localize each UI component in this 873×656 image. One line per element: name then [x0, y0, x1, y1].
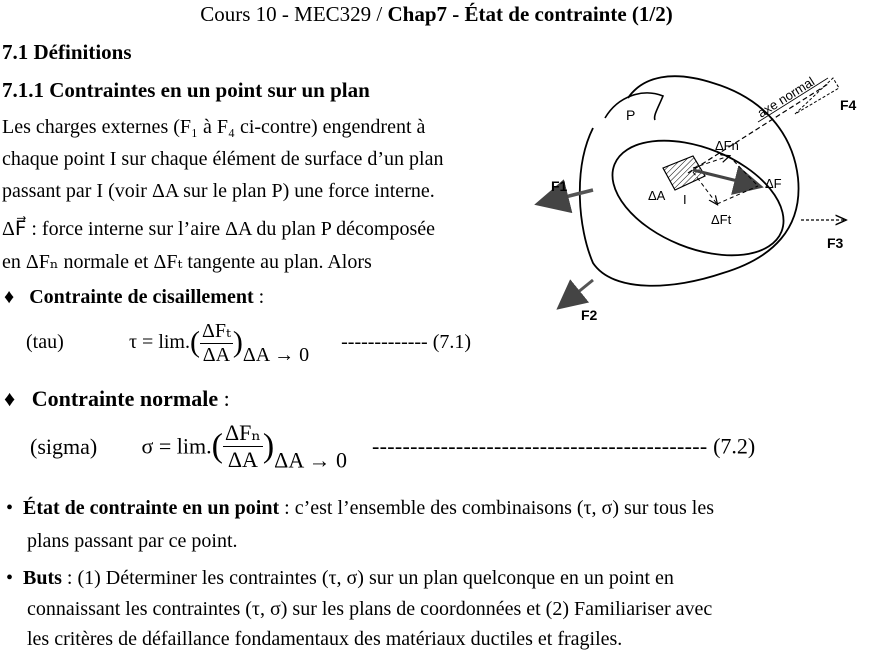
F1-label: F1: [551, 178, 568, 194]
dF-arrow: [693, 170, 758, 186]
state-label: État de contrainte en un point: [23, 497, 280, 519]
goals-label: Buts: [23, 567, 62, 589]
dFt-label: ΔFt: [711, 212, 732, 227]
shear-equation: (tau) τ = lim.( $\frac{\text{ΔFₜ}}{\Delta A}$ )ΔA → 0 ------------- (7.1): [26, 320, 472, 367]
shear-denominator: ΔA: [202, 344, 231, 366]
F3-label: F3: [827, 235, 844, 251]
shear-eq-number: (7.1): [432, 331, 472, 353]
chapter-title: Chap7 - État de contrainte (1/2): [387, 2, 673, 26]
shear-fraction: [200, 318, 233, 367]
intro-line-4: [2, 216, 435, 241]
F4-label: F4: [840, 97, 857, 113]
diamond-bullet-icon: ♦: [4, 386, 16, 411]
normal-numerator: ΔFₙ: [224, 420, 261, 445]
shear-numerator: ΔFₜ: [202, 320, 231, 342]
dFn-label: ΔFn: [715, 138, 739, 153]
normal-axis: [688, 84, 828, 173]
F2-arrow: [561, 280, 593, 306]
stress-diagram: [533, 58, 863, 320]
force-vector-symbol: ΔF⃗: [2, 218, 27, 240]
normal-label: Contrainte normale: [31, 386, 219, 411]
shear-bullet: ♦ Contrainte de cisaillement :: [4, 286, 265, 308]
normal-name: (sigma): [30, 433, 98, 459]
plane-section-ellipse: [596, 118, 800, 278]
normal-eq-number: (7.2): [713, 433, 756, 459]
dF-label: ΔF: [765, 176, 782, 191]
page-header: [0, 2, 873, 27]
shear-limit: ΔA → 0: [242, 344, 310, 367]
normal-fraction: [223, 420, 263, 473]
goals-text-3: les critères de défaillance fondamentaux des matériaux ductiles et fragiles.: [27, 628, 623, 650]
stress-diagram-svg: [533, 58, 863, 320]
goals-bullet: [6, 567, 674, 590]
round-bullet-icon: •: [6, 567, 14, 589]
diamond-bullet-icon: ♦: [4, 286, 15, 308]
shear-label: Contrainte de cisaillement: [29, 286, 254, 308]
shear-dashes: -------------: [341, 331, 428, 353]
shear-lhs: τ = lim.: [129, 331, 190, 353]
intro-line-3: passant par I (voir ΔA sur le plan P) une force interne.: [2, 180, 435, 202]
intro-line-2: chaque point I sur chaque élément de surface d’un plan: [2, 148, 444, 170]
axis-label: axe normal: [754, 73, 818, 121]
normal-equation: (sigma) σ = lim.( $\frac{\text{ΔFₙ}}{\Delta A}$ )ΔA → 0 -------------------------------------------- (7.2): [30, 420, 756, 473]
F2-label: F2: [581, 307, 598, 320]
normal-lhs: σ = lim.: [141, 433, 212, 459]
intro-line-1: Les charges externes (F₁ à F₄ ci-contre) engendrent à: [2, 116, 426, 138]
plane-label: P: [626, 107, 636, 123]
intro-line-5: en ΔFₙ normale et ΔFₜ tangente au plan. Alors: [2, 251, 372, 273]
goals-text-1: : (1) Déterminer les contraintes (τ, σ) sur un plan quelconque en un point en: [61, 567, 674, 589]
dA-label: ΔA: [648, 188, 666, 203]
normal-bullet: ♦ Contrainte normale :: [4, 386, 230, 411]
section-heading: 7.1 Définitions: [2, 40, 132, 64]
normal-denominator: ΔA: [227, 447, 258, 472]
goals-text-2: connaissant les contraintes (τ, σ) sur les plans de coordonnées et (2) Familiariser avec: [27, 598, 713, 620]
normal-limit: ΔA → 0: [274, 447, 347, 473]
round-bullet-icon: •: [6, 497, 14, 519]
normal-dashes: --------------------------------------------: [372, 433, 708, 459]
course-title: Cours 10 - MEC329 /: [200, 2, 388, 26]
state-bullet: [6, 497, 714, 520]
state-text-1: : c’est l’ensemble des combinaisons (τ, σ) sur tous les: [279, 497, 714, 519]
point-label: I: [683, 192, 687, 207]
intro-line-4-text: : force interne sur l’aire ΔA du plan P décomposée: [26, 218, 436, 240]
area-element: [663, 156, 705, 190]
state-text-2: plans passant par ce point.: [27, 530, 238, 552]
shear-name: (tau): [26, 331, 64, 353]
subsection-heading: 7.1.1 Contraintes en un point sur un plan: [2, 78, 370, 102]
